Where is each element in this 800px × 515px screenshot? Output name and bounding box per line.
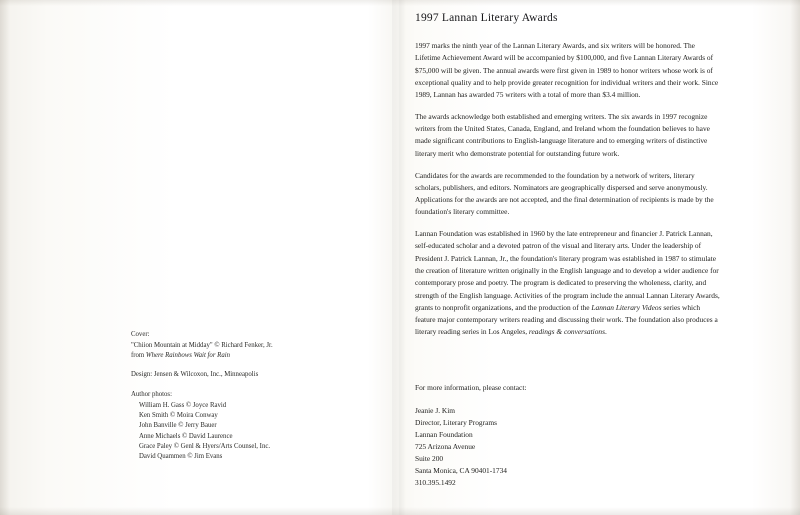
contact-lead: For more information, please contact: xyxy=(415,383,527,392)
contact-phone: 310.395.1492 xyxy=(415,478,456,488)
contact-city-state-zip: Santa Monica, CA 90401-1734 xyxy=(415,466,507,476)
readings-and-conversations-title: readings & conversations xyxy=(528,327,605,337)
page-title: 1997 Lannan Literary Awards xyxy=(415,12,558,24)
contact-address xyxy=(415,405,695,489)
author-photo-credit: David Quammen © Jim Evans xyxy=(139,453,223,461)
left-page xyxy=(0,0,392,515)
cover-credit-line-2 xyxy=(131,351,361,361)
author-photo-credit: Anne Michaels © David Laurence xyxy=(139,432,233,440)
contact-block xyxy=(415,382,695,490)
paragraph-overview: 1997 marks the ninth year of the Lannan Literary Awards, and six writers will be honored. The Lifetime Achievement Award will be accompanied by $100,000, and five Lannan Literary Awards of $75,000 will be given. The annual awards were first given in 1989 to honor writers whose work is of exceptional quality and to help provide greater recognition for individual writers and their work. Since 1989, Lannan has awarded 75 writers with a total of more than $3.4 million. xyxy=(415,41,719,100)
contact-organization: Lannan Foundation xyxy=(415,430,473,440)
history-text-part-2: series which feature major contemporary writers reading and discussing their work. The foundation also produces a literary reading series in Los Angeles, xyxy=(415,302,718,337)
author-photo-credit: Ken Smith © Moira Conway xyxy=(139,411,218,419)
author-photo-credit: William H. Gass © Joyce Ravid xyxy=(139,401,227,409)
lannan-literary-videos-title: Lannan Literary Videos xyxy=(591,302,662,312)
cover-credit-line-1: "Chiion Mountain at Midday" © Richard Fenker, Jr. xyxy=(131,341,273,349)
contact-street: 725 Arizona Avenue xyxy=(415,442,476,452)
author-photo-credit: Grace Paley © Genl & Hyers/Arts Counsel, Inc. xyxy=(139,442,271,450)
design-credit xyxy=(131,370,361,380)
design-credit-line: Design: Jensen & Wilcoxon, Inc., Minneapolis xyxy=(131,371,259,379)
right-page xyxy=(406,0,800,515)
author-photo-credits xyxy=(131,390,361,463)
credits-block xyxy=(131,330,361,463)
paragraph-foundation-history xyxy=(415,228,720,339)
author-photos-heading: Author photos: xyxy=(131,390,172,398)
contact-name: Jeanie J. Kim xyxy=(415,406,456,416)
cover-credit-heading: Cover: xyxy=(131,331,150,338)
cover-credit-from: from xyxy=(131,352,146,360)
history-text-part-1: Lannan Foundation was established in 1960 by the late entrepreneur and financier J. Patrick Lannan, self-educated scholar and a devoted patron of the visual and literary arts. Under the leadership of President J. Patrick Lannan, Jr., the foundation's literary program was established in 1987 to stimulate the creation of literature written originally in the English language and to develop a wider audience for contemporary prose and poetry. The program is dedicated to preserving the wholeness, clarity, and strength of the English language. Activities of the program include the annual Lannan Literary Awards, grants to nonprofit organizations, and the production of the xyxy=(415,229,720,312)
cover-credit-title: Where Rainbows Wait for Rain xyxy=(145,352,230,360)
author-photo-credit: John Banville © Jerry Bauer xyxy=(139,422,217,430)
history-text-part-3: . xyxy=(605,327,607,337)
page-gutter xyxy=(392,0,406,515)
paragraph-awards: The awards acknowledge both established and emerging writers. The six awards in 1997 recognize writers from the United States, Canada, England, and Ireland whom the foundation believes to have made significant contributions to English-language literature and to emerging writers of distinctive literary merit who demonstrate potential for outstanding future work. xyxy=(415,111,710,158)
paragraph-candidates: Candidates for the awards are recommended to the foundation by a network of writers, literary scholars, publishers, and editors. Nominators are geographically dispersed and serve anonymously. Applications for the awards are not accepted, and the final determination of recipients is made by the foundation's literary committee. xyxy=(415,170,714,217)
contact-role: Director, Literary Programs xyxy=(415,418,497,428)
cover-credit xyxy=(131,330,361,361)
contact-suite: Suite 200 xyxy=(415,454,444,464)
body-copy xyxy=(415,40,720,348)
